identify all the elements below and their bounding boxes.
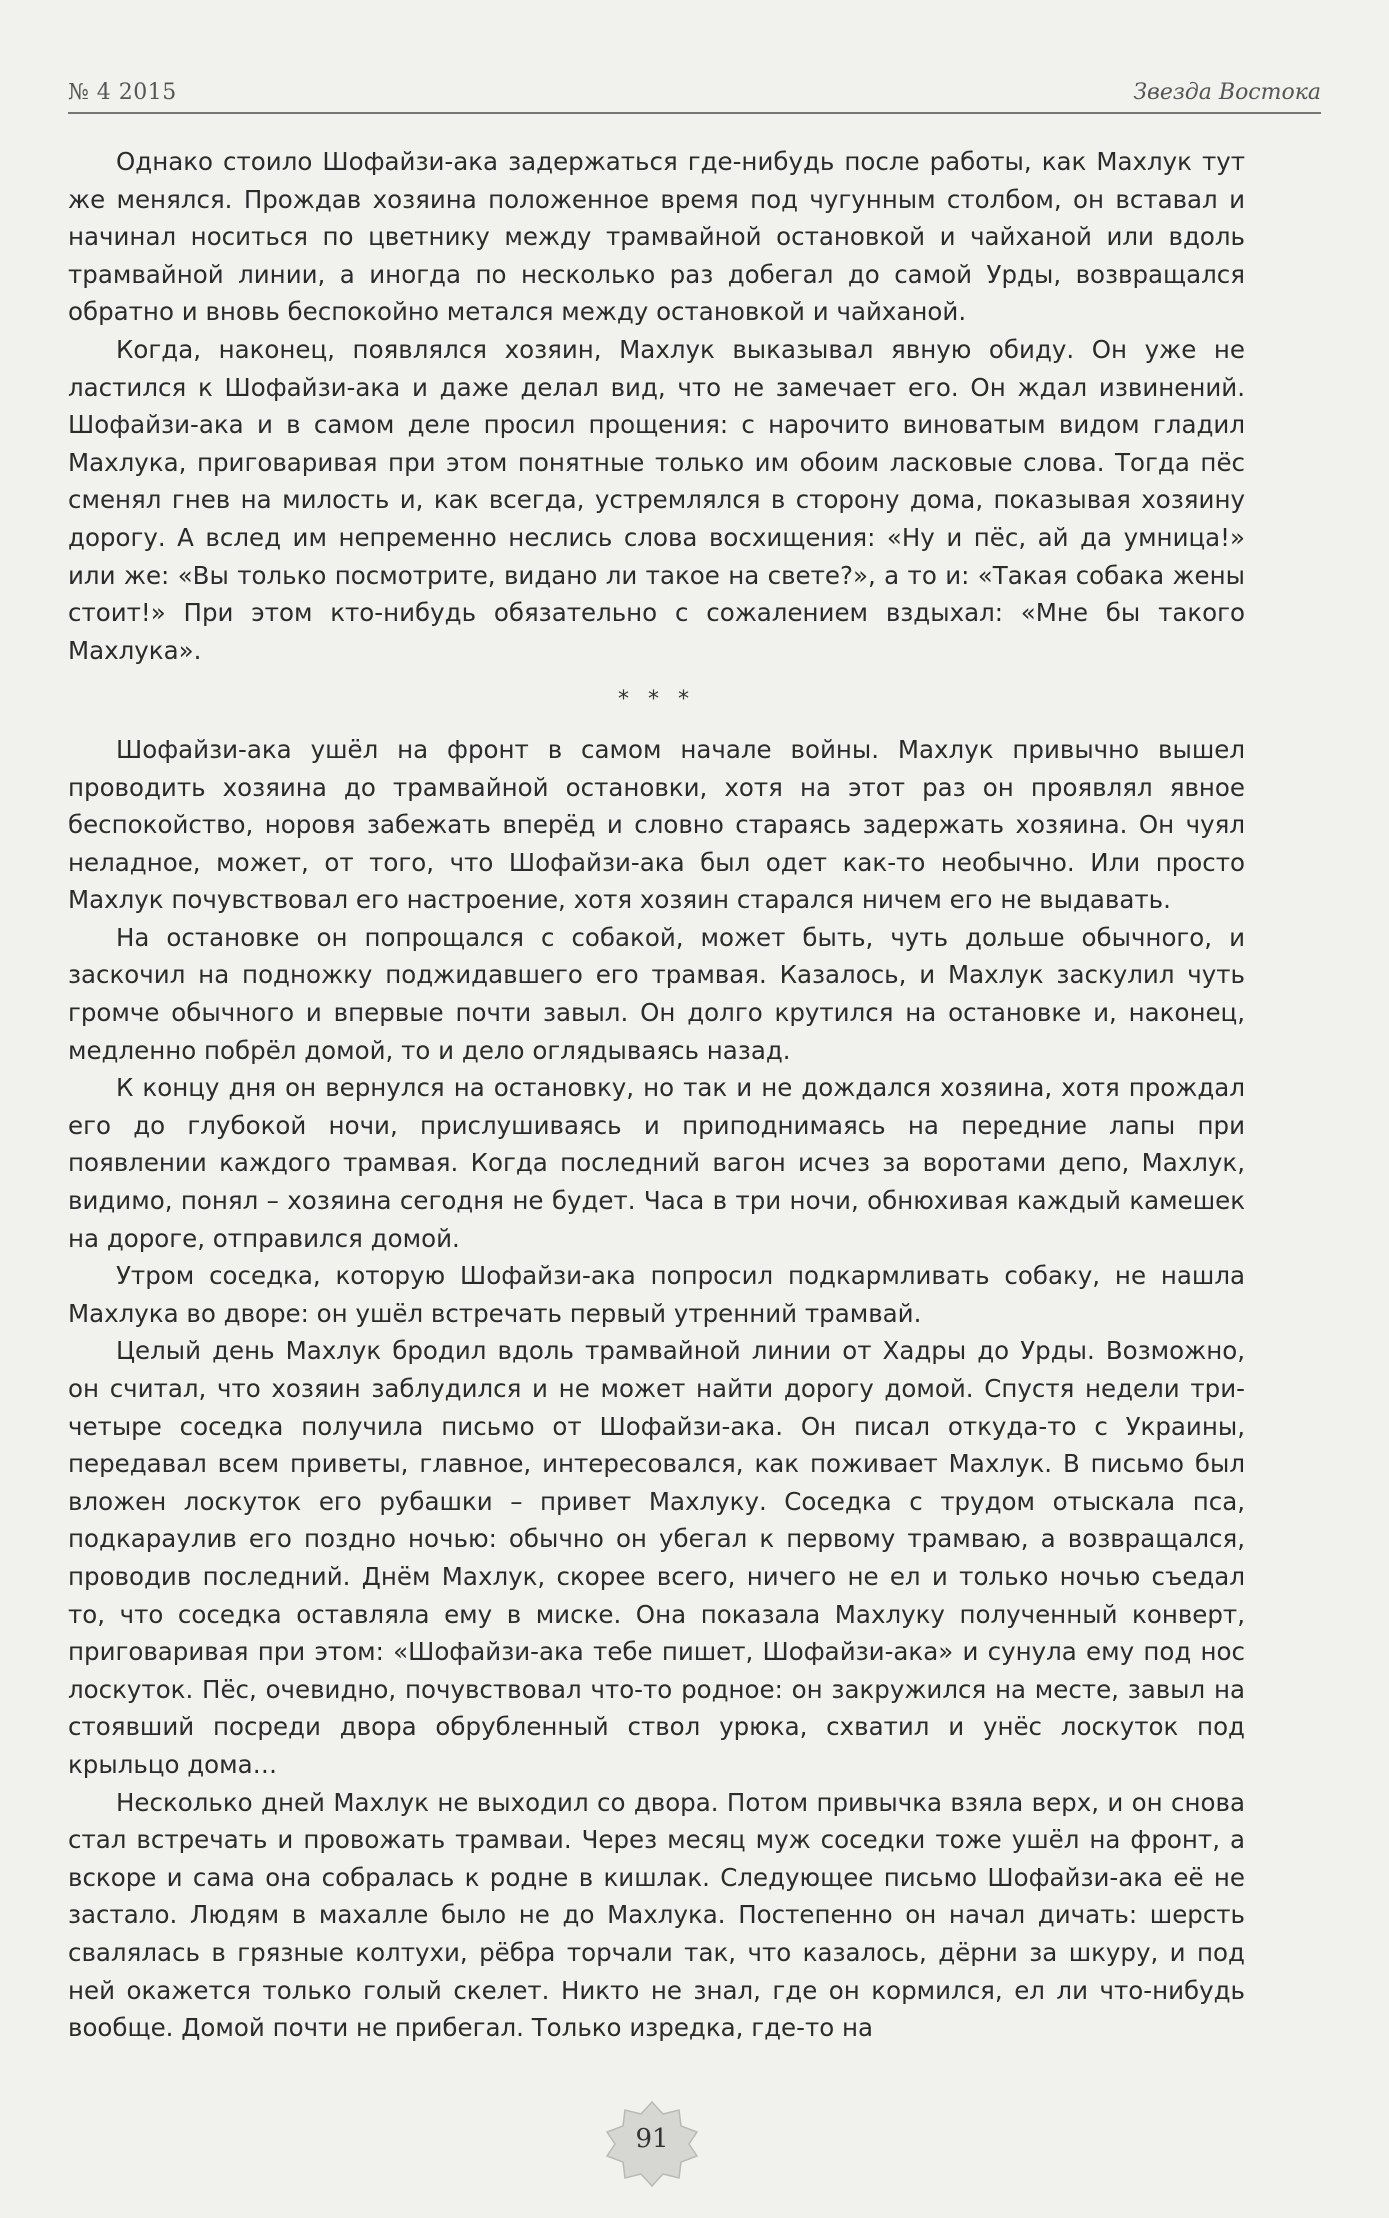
paragraph: Целый день Махлук бродил вдоль трамвайной линии от Хадры до Урды. Возможно, он считал, что хозяин заблудился и не может найти дорогу домой. Спустя недели три-четыре соседка получила письмо от Шофайзи-ака. Он писал откуда-то с Украины, передавал всем приветы, главное, интересовался, как поживает Махлук. В письмо был вложен лоскуток его рубашки – привет Махлуку. Соседка с трудом отыскала пса, подкараулив его поздно ночью: обычно он убегал к первому трамваю, а возвращался, проводив последний. Днём Махлук, скорее всего, ничего не ел и только ночью съедал то, что соседка оставляла ему в миске. Она показала Махлуку полученный конверт, приговаривая при этом: «Шофайзи-ака тебе пишет, Шофайзи-ака» и сунула ему под нос лоскуток. Пёс, очевидно, почувствовал что-то родное: он закружился на месте, завыл на стоявший посреди двора обрубленный ствол урюка, схватил и унёс лоскуток под крыльцо дома… <box>68 1336 1245 1779</box>
running-header <box>68 74 1321 114</box>
article-body <box>68 143 1245 2047</box>
section-separator: * * * <box>618 687 695 713</box>
page-number-badge <box>597 2100 707 2188</box>
paragraph: Шофайзи-ака ушёл на фронт в самом начале войны. Махлук привычно вышел проводить хозяина до трамвайной остановки, хотя на этот раз он проявлял явное беспокойство, норовя забежать вперёд и словно стараясь задержать хозяина. Он чуял неладное, может, от того, что Шофайзи-ака был одет как-то необычно. Или просто Махлук почувствовал его настроение, хотя хозяин старался ничем его не выдавать. <box>68 734 1245 915</box>
journal-title: Звезда Востока <box>1133 80 1321 105</box>
paragraph: Когда, наконец, появлялся хозяин, Махлук выказывал явную обиду. Он уже не ластился к Шофайзи-ака и даже делал вид, что не замечает его. Он ждал извинений. Шофайзи-ака и в самом деле просил прощения: с нарочито виноватым видом гладил Махлука, приговаривая при этом понятные только им обоим ласковые слова. Тогда пёс сменял гнев на милость и, как всегда, устремлялся в сторону дома, показывая хозяину дорогу. А вслед им непременно неслись слова восхищения: «Ну и пёс, ай да умница!» или же: «Вы только посмотрите, видано ли такое на свете?», а то и: «Такая собака жены стоит!» При этом кто-нибудь обязательно с сожалением вздыхал: «Мне бы такого Махлука». <box>68 334 1245 665</box>
paragraph: Несколько дней Махлук не выходил со двора. Потом привычка взяла верх, и он снова стал встречать и провожать трамваи. Через месяц муж соседки тоже ушёл на фронт, а вскоре и сама она собралась к родне в кишлак. Следующее письмо Шофайзи-ака её не застало. Людям в махалле было не до Махлука. Постепенно он начал дичать: шерсть свалялась в грязные колтухи, рёбра торчали так, что казалось, дёрни за шкуру, и под ней окажется только голый скелет. Никто не знал, где он кормился, ел ли что-нибудь вообще. Домой почти не прибегал. Только изредка, где-то на <box>68 1787 1245 2043</box>
issue-label: № 4 2015 <box>68 80 177 105</box>
header-rule <box>68 112 1321 114</box>
page-number: 91 <box>635 2124 669 2154</box>
paragraph: К концу дня он вернулся на остановку, но так и не дождался хозяина, хотя прождал его до глубокой ночи, прислушиваясь и приподнимаясь на передние лапы при появлении каждого трамвая. Когда последний вагон исчез за воротами депо, Махлук, видимо, понял – хозяина сегодня не будет. Часа в три ночи, обнюхивая каждый камешек на дороге, отправился домой. <box>68 1073 1245 1253</box>
paragraph: Однако стоило Шофайзи-ака задержаться где-нибудь после работы, как Махлук тут же менялся. Прождав хозяина положенное время под чугунным столбом, он вставал и начинал носиться по цветнику между трамвайной остановкой и чайханой или вдоль трамвайной линии, а иногда по несколько раз добегал до самой Урды, возвращался обратно и вновь беспокойно метался между остановкой и чайханой. <box>68 147 1245 327</box>
paragraph: На остановке он попрощался с собакой, может быть, чуть дольше обычного, и заскочил на подножку поджидавшего его трамвая. Казалось, и Махлук заскулил чуть громче обычного и впервые почти завыл. Он долго крутился на остановке и, наконец, медленно побрёл домой, то и дело оглядываясь назад. <box>68 922 1245 1065</box>
paragraph: Утром соседка, которую Шофайзи-ака попросил подкармливать собаку, не нашла Махлука во дворе: он ушёл встречать первый утренний трамвай. <box>68 1261 1245 1328</box>
